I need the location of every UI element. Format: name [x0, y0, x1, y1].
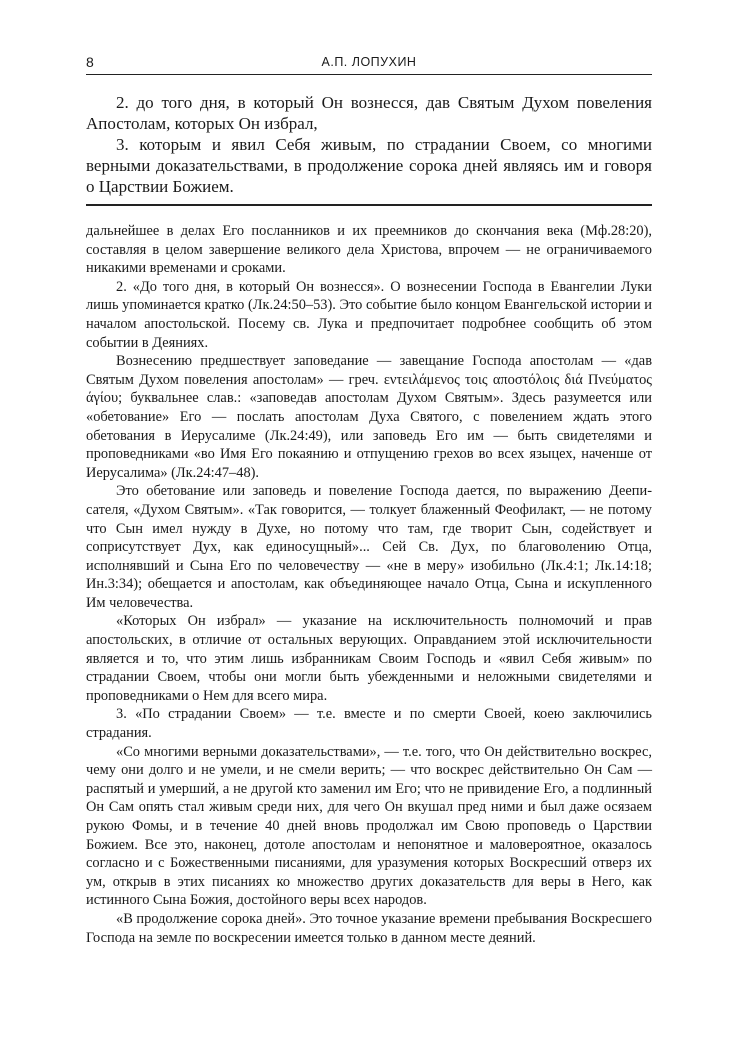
page-number: 8	[86, 54, 94, 70]
verse-3: 3. которым и явил Себя живым, по страдании Своем, со многими верными доказательствами, в продолжение сорока дней являясь им и говоря о Царствии Божием.	[86, 135, 652, 196]
scripture-verses	[86, 92, 652, 197]
commentary-paragraph: «Которых Он избрал» — указание на исключительность полномочий и прав апостольских, в отличие от остальных верующих. Оправданием этой исключительности является и то, что этим лишь избранникам Своим Господь и «явил Себя живым» по страдании Своем, чтобы они могли быть убежденными и неложными свидетелями и проповедниками о Нем для всего мира.	[86, 613, 652, 704]
commentary-paragraph: Вознесению предшествует заповедание — завещание Господа апостолам — «дав Святым Духом повеления апостолам» — греч. εντειλάμενος τοις αποστόλοις διά Πνεύματος άγίου; буквальнее слав.: «заповедав апостолам Духом Святым». Здесь разумеется или «обетование» Его — послать апостолам Духа Святого, с повелением ждать этого обетования в Иерусалиме (Лк.24:49), или заповедь Его им — быть свидетелями и проповедниками «во Имя Его покаянию и отпущению грехов во всех языцех, наченше от Иерусалима» (Лк.24:47–48).	[86, 353, 652, 481]
verse-2: 2. до того дня, в который Он вознесся, дав Святым Духом повеления Апостолам, которых Он избрал,	[86, 93, 652, 133]
verses-divider	[86, 204, 652, 206]
commentary-paragraph: 2. «До того дня, в который Он вознесся». О вознесении Господа в Евангелии Луки лишь упоминается кратко (Лк.24:50–53). Это событие было концом Евангельской истории и началом апостольской. Посему св. Лука и предпочитает подробнее сообщить об этом событии в Деяниях.	[86, 278, 652, 351]
commentary-paragraph: дальнейшее в делах Его посланников и их преемников до скончания века (Мф.28:20), составляя в целом завершение великого дела Христова, впрочем — не ограничиваемого никакими временами и сроками.	[86, 223, 652, 277]
commentary	[86, 222, 652, 947]
commentary-paragraph: Это обетование или заповедь и повеление Господа дается, по выражению Деепи-сателя, «Духом Святым». «Так говорится, — толкует блаженный Феофилакт, — не потому что Сын имел нужду в Духе, но потому что там, где творит Сын, содействует и соприсутствует Дух, как единосущный»... Сей Св. Дух, по благоволению Отца, исполнявший и Сына Его по человечеству — «не в меру» изобильно (Лк.4:1; Лк.14:18; Ин.3:34); обещается и апостолам, как объединяющее начало Отца, Сына и искупленного Им человечества.	[86, 483, 652, 611]
page-header	[86, 52, 652, 75]
commentary-paragraph: 3. «По страдании Своем» — т.е. вместе и по смерти Своей, коею заключились страдания.	[86, 706, 652, 742]
commentary-paragraph: «В продолжение сорока дней». Это точное указание времени пребывания Воскресшего Господа на земле по воскресении имеется только в данном месте деяний.	[86, 910, 652, 946]
running-title: А.П. ЛОПУХИН	[321, 55, 417, 69]
commentary-paragraph: «Со многими верными доказательствами», — т.е. того, что Он действительно воскрес, чему они долго и не умели, и не смели верить; — что воскрес действительно Он Сам — распятый и умерший, а не другой кто заменил им Его; что не привидение Его, а подлинный Он Сам опять стал живым среди них, для чего Он вкушал пред ними и был даже осязаем рукою Фомы, и в течение 40 дней вновь продолжал им Свою проповедь о Царствии Божием. Все это, наконец, дотоле апостолам и непонятное и маловероятное, оказалось согласно и с Божественными писаниями, для уразумения которых Воскресший отверз их ум, открыв в этих писаниях ко множество других доказательств для веры в Него, как истинного Сына Божия, достойного веры всех народов.	[86, 743, 652, 909]
